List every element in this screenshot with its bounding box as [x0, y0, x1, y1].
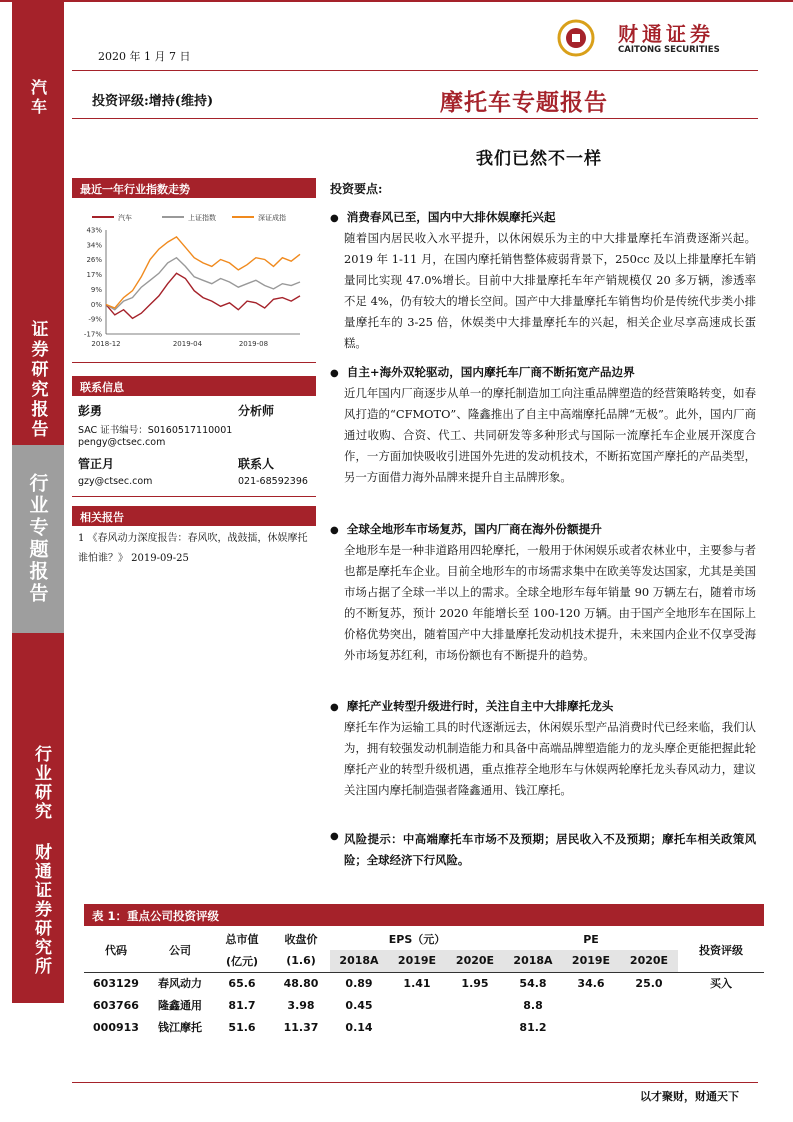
cell: 1.95	[461, 976, 489, 990]
legend-label: 深证成指	[258, 214, 286, 222]
th-year: 2020E	[446, 950, 504, 972]
cell: 0.45	[345, 998, 373, 1012]
cell: 34.6	[577, 976, 605, 990]
cell	[446, 994, 504, 1016]
subtitle-rule	[72, 118, 758, 119]
y-tick-label: 34%	[86, 241, 102, 250]
caitong-logo-icon	[556, 18, 600, 58]
risk-text: 风险提示：中高端摩托车市场不及预期；居民收入不及预期；摩托车相关政策风险；全球经济下行风险。	[344, 832, 756, 867]
contact-section-title: 联系信息	[72, 376, 316, 396]
cell: 春风动力	[158, 977, 202, 991]
cell: 54.8	[519, 976, 547, 990]
cell: 0.89	[345, 976, 373, 990]
point-1-head: ● 消费春风已至，国内中大排休娱摩托兴起	[330, 209, 555, 225]
cell: 钱江摩托	[158, 1021, 202, 1034]
th-eps: EPS（元）	[388, 933, 446, 946]
table-row	[84, 972, 764, 994]
points-title: 投资要点:	[330, 182, 383, 196]
footer-slogan: 以才聚财，财通天下	[640, 1090, 739, 1103]
chart-bottom-rule	[72, 362, 316, 363]
sidebar-bottom-text: 行业研究 财通证券研究所	[31, 745, 51, 976]
contact-1-sac: SAC 证书编号：S0160517110001	[78, 425, 233, 436]
y-tick-label: -9%	[88, 315, 102, 324]
risk-bullet: ●	[330, 831, 339, 842]
contact-1-name: 彭勇	[78, 404, 103, 418]
point-3-body: 全地形车是一种非道路用四轮摩托，一般用于休闲娱乐或者农林业中，主要参与者也都是摩托车企业。目前全地形车的市场需求集中在欧美等发达国家，尤其是美国市场占据了全球一半以上的需求。全球全地形车每年销量 90 万辆左右，随着市场的不断复苏，预计 2020 年能增长至 100-120 万辆。由于国产全地形车在国际上价格优势突出，随着国产中大排量摩托发动机技术提升，未来国内企业不仅享受海外市场复苏红利，市场份额也有不断提升的趋势。	[344, 543, 756, 662]
cell: 65.6	[228, 976, 256, 990]
header-rule	[72, 70, 758, 71]
cell	[620, 1016, 678, 1038]
cell: 48.80	[283, 976, 319, 990]
contact-2-email[interactable]: gzy@ctsec.com	[78, 476, 153, 487]
cell	[388, 994, 446, 1016]
contact-1-email[interactable]: pengy@ctsec.com	[78, 437, 166, 448]
cell: 11.37	[283, 1020, 319, 1034]
cell: 1.41	[403, 976, 431, 990]
y-tick-label: 9%	[90, 285, 102, 294]
report-date: 2020 年 1 月 7 日	[98, 50, 191, 63]
table-title-bar: 表 1：重点公司投资评级	[84, 904, 764, 926]
th-rating: 投资评级	[699, 943, 743, 957]
table-row	[84, 1016, 764, 1038]
contact-2-role: 联系人	[238, 457, 275, 471]
footer-rule	[72, 1082, 758, 1083]
cell	[388, 1016, 446, 1038]
logo-cn: 财通证券	[618, 22, 714, 46]
th-code: 代码	[105, 943, 127, 957]
point-1-body: 随着国内居民收入水平提升，以休闲娱乐为主的中大排量摩托车消费逐渐兴起。2019 年 1-11 月，在国内摩托销售整体疲弱背景下，250cc 及以上排量摩托车销量同比实现 47.0%增长。目前中大排量摩托车年产销规模仅 20 多万辆，渗透率不足 4%，仍有较大的增长空间。国产中大排量摩托车销售均价是传统代步类小排量摩托车的 3-25 倍，休娱类中大排量摩托车的兴起，相关企业尽享高速成长蛋糕。	[344, 231, 756, 350]
y-tick-label: 43%	[86, 226, 102, 235]
cell: 000913	[93, 1020, 139, 1034]
th-year: 2018A	[504, 950, 562, 972]
cell	[446, 1016, 504, 1038]
th-price: 收盘价	[284, 933, 318, 946]
cell: 25.0	[635, 976, 663, 990]
x-tick-label: 2018-12	[91, 340, 121, 348]
y-tick-label: 17%	[86, 271, 102, 280]
cell: 603766	[93, 998, 139, 1012]
cell: 8.8	[523, 998, 543, 1012]
cell	[620, 994, 678, 1016]
cell: 81.2	[519, 1020, 547, 1034]
th-company: 公司	[169, 943, 191, 957]
legend-label: 汽车	[118, 214, 132, 222]
point-2-body: 近几年国内厂商逐步从单一的摩托制造加工向注重品牌塑造的经营策略转变，如春风打造的“CFMOTO”、隆鑫推出了自主中高端摩托品牌“无极”。此外，国内厂商通过收购、合资、代工、共同研发等多种形式与国际一流摩托车企业展开深度合作，一方面加快吸收引进国外先进的发动机技术，不断拓宽国产摩托的产品类型，另一方面借力海外品牌来提升自主品牌形象。	[344, 386, 756, 484]
logo-en: CAITONG SECURITIES	[618, 45, 720, 55]
index-trend-chart	[72, 200, 316, 360]
cell: 603129	[93, 976, 139, 990]
contact-2-phone: 021-68592396	[238, 476, 308, 487]
point-3-head: ● 全球全地形车市场复苏，国内厂商在海外份额提升	[330, 521, 602, 537]
sidebar-industry: 汽车	[28, 79, 48, 117]
rating-label: 投资评级:增持(维持)	[92, 94, 214, 109]
chart-section-title: 最近一年行业指数走势	[72, 178, 316, 198]
th-year: 2018A	[330, 950, 388, 972]
cell	[562, 1016, 620, 1038]
cell: 81.7	[228, 998, 256, 1012]
sidebar-type: 行业专题报告	[12, 445, 64, 633]
cell: 51.6	[228, 1020, 256, 1034]
y-tick-label: -17%	[83, 330, 102, 339]
company-rating-table	[84, 928, 764, 1038]
th-year: 2019E	[562, 950, 620, 972]
th-pe: PE	[583, 932, 599, 946]
contact-2-name: 管正月	[78, 457, 115, 471]
cell: 隆鑫通用	[158, 999, 202, 1012]
x-tick-label: 2019-08	[238, 340, 269, 348]
cell	[678, 1016, 764, 1038]
th-mcap-unit: (亿元)	[225, 954, 259, 968]
point-4-head: ● 摩托产业转型升级进行时，关注自主中大排摩托龙头	[330, 698, 613, 714]
point-4-body: 摩托车作为运输工具的时代逐渐远去，休闲娱乐型产品消费时代已经来临，我们认为，拥有较强发动机制造能力和具备中高端品牌塑造能力的龙头摩企更能把握此轮摩托产业的转型升级机遇，重点推荐全地形车与休娱两轮摩托龙头春风动力，建议关注国内摩托制造强者隆鑫通用、钱江摩托。	[344, 720, 756, 797]
y-tick-label: 26%	[86, 256, 102, 265]
cell	[562, 994, 620, 1016]
contact-1-role: 分析师	[238, 404, 275, 418]
sidebar-mid-band	[12, 633, 64, 735]
cell: 买入	[710, 977, 732, 991]
report-title: 摩托车专题报告	[440, 89, 608, 116]
sidebar-top-band	[12, 0, 64, 315]
top-rule	[0, 0, 793, 2]
cell: 3.98	[287, 998, 315, 1012]
table-row	[84, 994, 764, 1016]
th-year: 2019E	[388, 950, 446, 972]
th-mcap: 总市值	[225, 933, 259, 946]
th-year: 2020E	[620, 950, 678, 972]
related-section-title: 相关报告	[72, 506, 316, 526]
y-tick-label: 0%	[90, 300, 102, 309]
cell	[678, 994, 764, 1016]
related-report-item[interactable]: 1 《春风动力深度报告：春风吹，战鼓擂，休娱摩托谁怕谁？》 2019-09-25	[78, 533, 308, 564]
point-2-head: ● 自主+海外双轮驱动，国内摩托车厂商不断拓宽产品边界	[330, 364, 635, 380]
sidebar-research: 证券研究报告	[12, 315, 64, 445]
cell: 0.14	[345, 1020, 373, 1034]
report-subtitle: 我们已然不一样	[476, 149, 602, 169]
x-tick-label: 2019-04	[172, 340, 203, 348]
legend-label: 上证指数	[188, 214, 216, 222]
contact-bottom-rule	[72, 496, 316, 497]
th-price-unit: (1.6)	[286, 954, 316, 968]
